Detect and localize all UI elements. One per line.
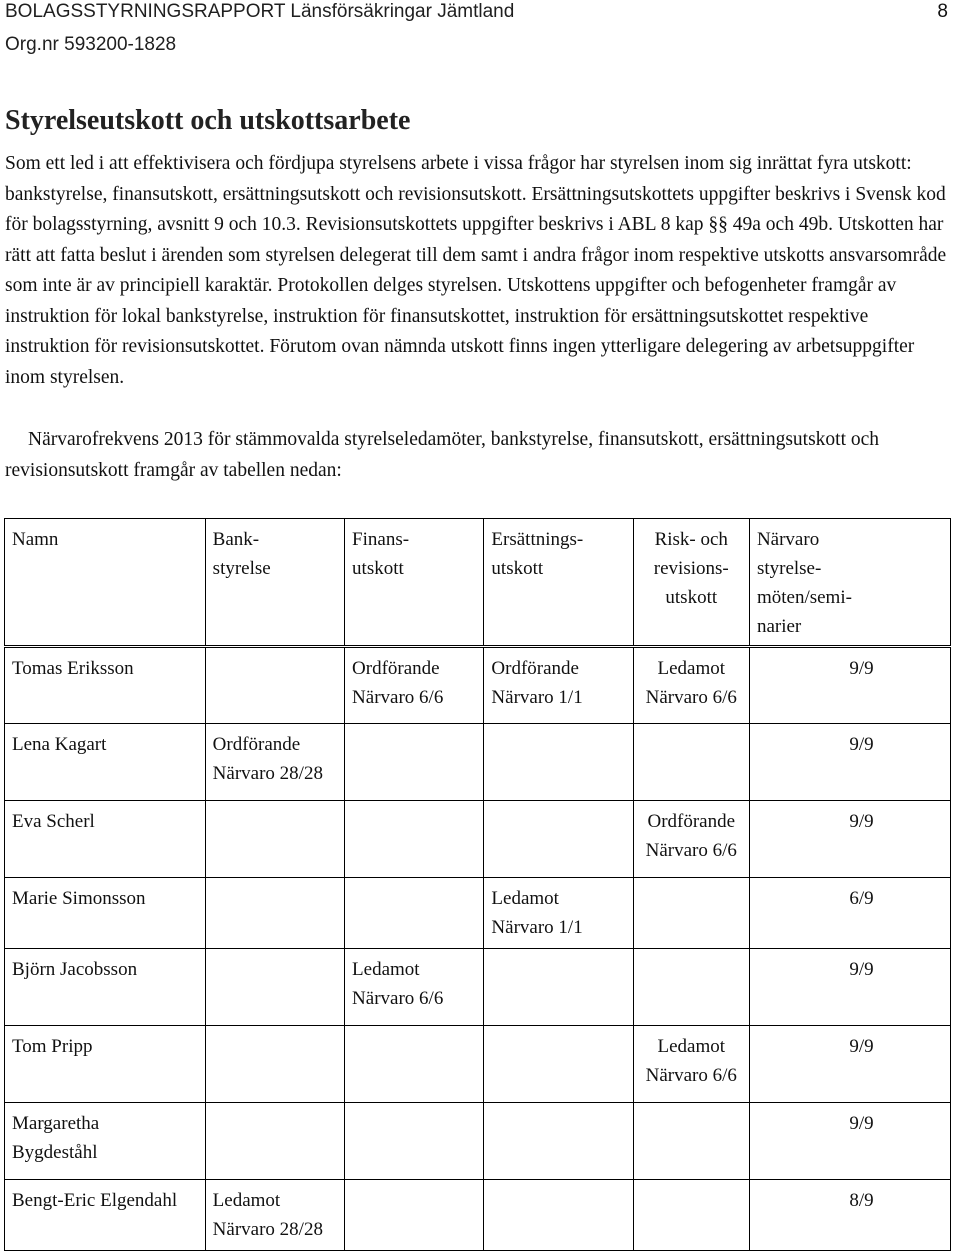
cell-text-line: Eva Scherl — [12, 811, 95, 832]
header-text-line: revisions- — [653, 558, 729, 579]
cell-ersattningsutskott — [484, 878, 633, 949]
cell-bankstyrelse — [205, 1026, 344, 1103]
table-row — [5, 949, 951, 1026]
cell-text-line: Ordförande — [352, 658, 440, 679]
cell-finansutskott — [345, 1180, 484, 1251]
cell-text-line: Bengt-Eric Elgendahl — [12, 1190, 178, 1211]
section-heading: Styrelseutskott och utskottsarbete — [5, 105, 411, 136]
cell-risk-revisionsutskott — [633, 1026, 749, 1103]
cell-text-line: 8/9 — [849, 1190, 874, 1211]
cell-bankstyrelse — [205, 878, 344, 949]
table-row — [5, 1180, 951, 1251]
cell-finansutskott — [345, 949, 484, 1026]
cell-name — [5, 1026, 206, 1103]
cell-risk-revisionsutskott — [633, 1103, 749, 1180]
cell-ersattningsutskott — [484, 647, 633, 724]
body-paragraph-attendance-intro: Närvarofrekvens 2013 för stämmovalda styrelseledamöter, bankstyrelse, finansutskott, ersättningsutskott och revisionsutskott framgår av tabellen nedan: — [5, 429, 880, 481]
cell-text-line: 9/9 — [849, 811, 874, 832]
header-text-line: utskott — [352, 558, 404, 579]
cell-finansutskott — [345, 647, 484, 724]
cell-text-line: Ordförande — [491, 658, 579, 679]
cell-narvaro — [749, 647, 950, 724]
column-header-bankstyrelse — [205, 519, 344, 647]
header-text-line: Ersättnings- — [491, 529, 584, 550]
cell-bankstyrelse — [205, 724, 344, 801]
cell-text-line: Ledamot — [352, 959, 420, 980]
column-header-narvaro — [749, 519, 950, 647]
cell-narvaro — [749, 949, 950, 1026]
cell-risk-revisionsutskott — [633, 647, 749, 724]
cell-text-line: 9/9 — [849, 959, 874, 980]
cell-text-line: Närvaro 1/1 — [491, 687, 583, 708]
cell-ersattningsutskott — [484, 949, 633, 1026]
cell-name — [5, 647, 206, 724]
cell-text-line: Ledamot — [657, 658, 726, 679]
cell-text-line: Närvaro 6/6 — [645, 1065, 737, 1086]
cell-text-line: Marie Simonsson — [12, 888, 146, 909]
cell-finansutskott — [345, 1103, 484, 1180]
attendance-table — [4, 518, 951, 1251]
cell-text-line: Tom Pripp — [12, 1036, 93, 1057]
column-header-risk-revisionsutskott — [633, 519, 749, 647]
table-row — [5, 1026, 951, 1103]
cell-narvaro — [749, 724, 950, 801]
cell-name — [5, 878, 206, 949]
cell-text-line: Närvaro 28/28 — [212, 1219, 323, 1240]
cell-ersattningsutskott — [484, 1180, 633, 1251]
cell-text-line: Björn Jacobsson — [12, 959, 138, 980]
cell-text-line: Närvaro 1/1 — [491, 917, 583, 938]
cell-finansutskott — [345, 878, 484, 949]
cell-text-line: Närvaro 28/28 — [212, 763, 323, 784]
header-text-line: Bank- — [212, 529, 260, 550]
cell-narvaro — [749, 878, 950, 949]
cell-ersattningsutskott — [484, 1103, 633, 1180]
table-row — [5, 801, 951, 878]
document-org-number: Org.nr 593200-1828 — [5, 34, 177, 55]
header-text-line: styrelse — [212, 558, 271, 579]
cell-ersattningsutskott — [484, 801, 633, 878]
cell-text-line: 6/9 — [849, 888, 874, 909]
cell-text-line: Ordförande — [212, 734, 301, 755]
table-body — [5, 647, 951, 1251]
cell-text-line: 9/9 — [849, 1113, 874, 1134]
header-text-line: Finans- — [352, 529, 410, 550]
header-text-line: utskott — [491, 558, 544, 579]
table-row — [5, 724, 951, 801]
body-paragraph-committees: Som ett led i att effektivisera och fördjupa styrelsens arbete i vissa frågor har styrelsen inom sig inrättat fyra utskott: bankstyrelse, finansutskott, ersättningsutskott och revisionsutskott. Ersättningsutskottets uppgifter beskrivs i Svensk kod för bolagsstyrning, avsnitt 9 och 10.3. Revisionsutskottets uppgifter beskrivs i ABL 8 kap §§ 49a och 49b. Utskotten har rätt att fatta beslut i ärenden som styrelsen delegerat till dem samt i andra frågor inom respektive utskotts ansvarsområde som inte är av principiell karaktär. Protokollen delges styrelsen. Utskottens uppgifter och befogenheter framgår av instruktion för lokal bankstyrelse, instruktion för finansutskottet, instruktion för ersättningsutskottet respektive instruktion för revisionsutskottet. Förutom ovan nämnda utskott finns ingen ytterligare delegering av arbetsuppgifter inom styrelsen. — [5, 153, 947, 388]
cell-finansutskott — [345, 724, 484, 801]
cell-risk-revisionsutskott — [633, 801, 749, 878]
cell-text-line: Margaretha — [12, 1113, 100, 1134]
cell-text-line: Ledamot — [212, 1190, 281, 1211]
cell-text-line: Närvaro 6/6 — [352, 988, 444, 1009]
cell-bankstyrelse — [205, 1180, 344, 1251]
cell-risk-revisionsutskott — [633, 878, 749, 949]
cell-name — [5, 1103, 206, 1180]
header-text-line: Risk- och — [654, 529, 728, 550]
cell-narvaro — [749, 1103, 950, 1180]
table-row — [5, 878, 951, 949]
cell-finansutskott — [345, 801, 484, 878]
header-text-line: narier — [756, 616, 802, 637]
cell-text-line: Ledamot — [657, 1036, 726, 1057]
header-text-line: utskott — [665, 587, 718, 608]
document-header-title: BOLAGSSTYRNINGSRAPPORT Länsförsäkringar Jämtland — [5, 1, 515, 22]
column-header-name — [5, 519, 206, 647]
table-row — [5, 647, 951, 724]
cell-text-line: 9/9 — [849, 658, 874, 679]
cell-narvaro — [749, 801, 950, 878]
page-number: 8 — [937, 1, 948, 22]
cell-bankstyrelse — [205, 949, 344, 1026]
cell-name — [5, 949, 206, 1026]
cell-narvaro — [749, 1180, 950, 1251]
cell-name — [5, 1180, 206, 1251]
header-text-line: möten/semi- — [756, 587, 852, 608]
cell-risk-revisionsutskott — [633, 724, 749, 801]
cell-ersattningsutskott — [484, 1026, 633, 1103]
cell-ersattningsutskott — [484, 724, 633, 801]
cell-text-line: Närvaro 6/6 — [645, 840, 737, 861]
cell-risk-revisionsutskott — [633, 949, 749, 1026]
cell-finansutskott — [345, 1026, 484, 1103]
cell-text-line: 9/9 — [849, 734, 874, 755]
cell-bankstyrelse — [205, 1103, 344, 1180]
table-header-row — [5, 519, 951, 647]
header-text-line: Namn — [12, 529, 59, 550]
cell-text-line: Ordförande — [647, 811, 736, 832]
cell-bankstyrelse — [205, 647, 344, 724]
column-header-ersattningsutskott — [484, 519, 633, 647]
cell-text-line: Lena Kagart — [12, 734, 107, 755]
header-text-line: Närvaro — [756, 529, 820, 550]
table-row — [5, 1103, 951, 1180]
cell-text-line: Tomas Eriksson — [12, 658, 134, 679]
cell-text-line: Ledamot — [491, 888, 559, 909]
header-text-line: styrelse- — [756, 558, 822, 579]
cell-name — [5, 724, 206, 801]
cell-bankstyrelse — [205, 801, 344, 878]
cell-name — [5, 801, 206, 878]
cell-risk-revisionsutskott — [633, 1180, 749, 1251]
cell-text-line: Bygdeståhl — [12, 1142, 98, 1163]
cell-text-line: 9/9 — [849, 1036, 874, 1057]
column-header-finansutskott — [345, 519, 484, 647]
cell-text-line: Närvaro 6/6 — [645, 687, 737, 708]
cell-narvaro — [749, 1026, 950, 1103]
cell-text-line: Närvaro 6/6 — [352, 687, 444, 708]
